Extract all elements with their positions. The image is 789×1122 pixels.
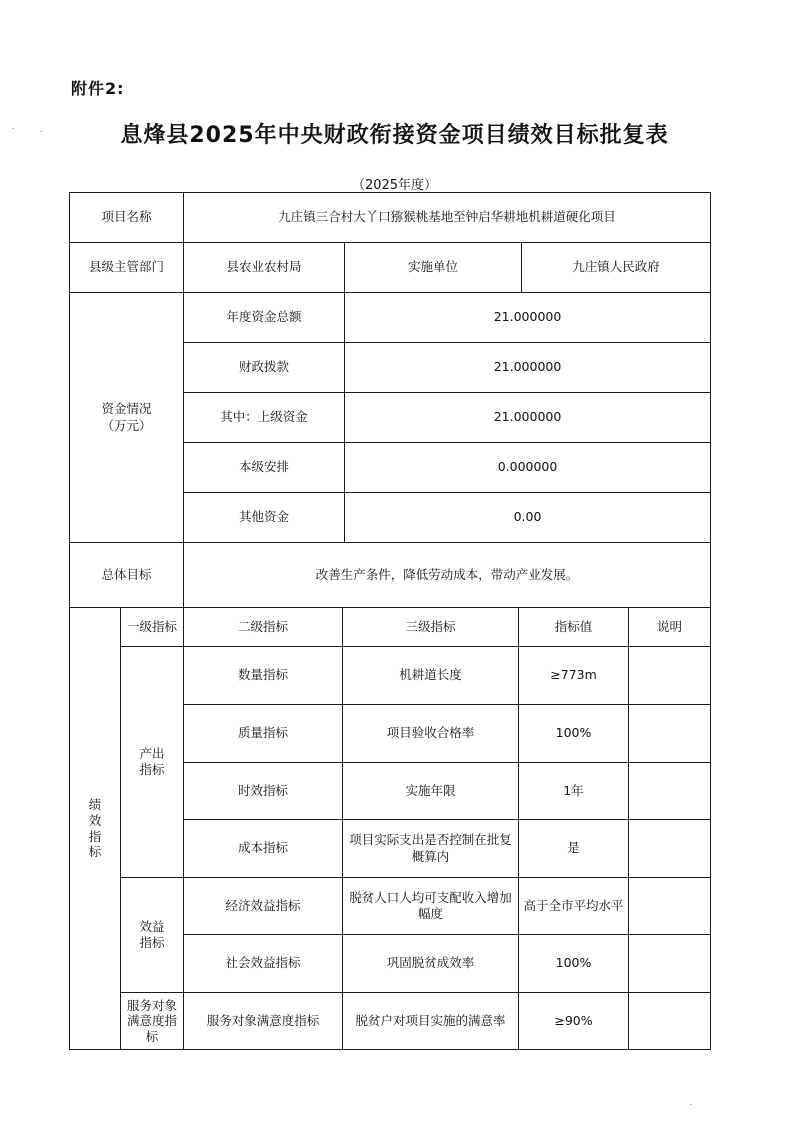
benefit-indicator-text: 效益指标 (139, 918, 165, 950)
value-header: 指标值 (519, 608, 629, 647)
scan-speck (690, 1104, 692, 1105)
project-info-table (69, 192, 711, 608)
indicator-note (629, 820, 711, 878)
indicator-level2: 经济效益指标 (184, 878, 343, 935)
level3-header: 三级指标 (343, 608, 519, 647)
indicator-level3: 脱贫人口人均可支配收入增加幅度 (343, 878, 519, 935)
funds-other-value: 0.00 (345, 493, 711, 543)
indicator-level3: 机耕道长度 (343, 647, 519, 705)
indicator-level2: 社会效益指标 (184, 935, 343, 993)
project-name-value: 九庄镇三合村大丫口猕猴桃基地至钟启华耕地机耕道硬化项目 (184, 193, 711, 243)
benefit-indicator-label (121, 878, 184, 993)
indicator-note (629, 993, 711, 1050)
indicator-level3: 项目实际支出是否控制在批复概算内 (343, 820, 519, 878)
funds-section-label-line1: 资金情况 (101, 401, 152, 417)
funds-section-label (70, 293, 184, 543)
funds-superior-label: 其中：上级资金 (184, 393, 345, 443)
satisfaction-indicator-text: 服务对象满意度指标 (126, 997, 177, 1044)
indicator-level2: 数量指标 (184, 647, 343, 705)
performance-header-row (70, 608, 711, 647)
indicator-value: 100% (519, 705, 629, 763)
page-title: 息烽县2025年中央财政衔接资金项目绩效目标批复表 (120, 123, 669, 148)
indicator-note (629, 878, 711, 935)
funds-local-value: 0.000000 (345, 443, 711, 493)
scan-speck (40, 131, 42, 132)
year-label: （2025年度） (351, 178, 438, 193)
output-indicator-label (121, 647, 184, 878)
indicator-value: 100% (519, 935, 629, 993)
indicator-level2: 时效指标 (184, 763, 343, 820)
output-indicator-text: 产出指标 (139, 745, 165, 777)
indicator-note (629, 935, 711, 993)
table-row (70, 647, 711, 705)
level2-header: 二级指标 (184, 608, 343, 647)
table-row (70, 878, 711, 935)
department-label: 县级主管部门 (70, 243, 184, 293)
indicator-note (629, 705, 711, 763)
indicator-value: ≥90% (519, 993, 629, 1050)
performance-section-label (70, 608, 121, 1050)
table-row (70, 993, 711, 1050)
indicator-level3: 项目验收合格率 (343, 705, 519, 763)
indicator-level2: 服务对象满意度指标 (184, 993, 343, 1050)
indicator-value: 是 (519, 820, 629, 878)
overall-goal-row (70, 543, 711, 608)
implementing-unit-value: 九庄镇人民政府 (522, 243, 711, 293)
indicator-level2: 成本指标 (184, 820, 343, 878)
indicator-level2: 质量指标 (184, 705, 343, 763)
performance-table (69, 607, 711, 1050)
indicator-level3: 巩固脱贫成效率 (343, 935, 519, 993)
scan-speck (12, 128, 14, 129)
level1-header: 一级指标 (121, 608, 184, 647)
indicator-level3: 实施年限 (343, 763, 519, 820)
performance-section-text: 绩效指标 (88, 797, 102, 860)
indicator-note (629, 763, 711, 820)
indicator-value: 1年 (519, 763, 629, 820)
funds-superior-value: 21.000000 (345, 393, 711, 443)
project-name-label: 项目名称 (70, 193, 184, 243)
department-value: 县农业农村局 (184, 243, 345, 293)
funds-total-value: 21.000000 (345, 293, 711, 343)
funds-fiscal-label: 财政拨款 (184, 343, 345, 393)
funds-total-label: 年度资金总额 (184, 293, 345, 343)
funds-fiscal-value: 21.000000 (345, 343, 711, 393)
overall-goal-label: 总体目标 (70, 543, 184, 608)
project-name-row (70, 193, 711, 243)
indicator-level3: 脱贫户对项目实施的满意率 (343, 993, 519, 1050)
satisfaction-indicator-label (121, 993, 184, 1050)
funds-local-label: 本级安排 (184, 443, 345, 493)
funds-other-label: 其他资金 (184, 493, 345, 543)
funds-section-label-line2: （万元） (101, 417, 152, 433)
funds-row (70, 293, 711, 343)
overall-goal-value: 改善生产条件，降低劳动成本，带动产业发展。 (184, 543, 711, 608)
implementing-unit-label: 实施单位 (345, 243, 522, 293)
indicator-note (629, 647, 711, 705)
department-row (70, 243, 711, 293)
attachment-label: 附件2: (71, 79, 125, 98)
indicator-value: ≥773m (519, 647, 629, 705)
note-header: 说明 (629, 608, 711, 647)
indicator-value: 高于全市平均水平 (519, 878, 629, 935)
